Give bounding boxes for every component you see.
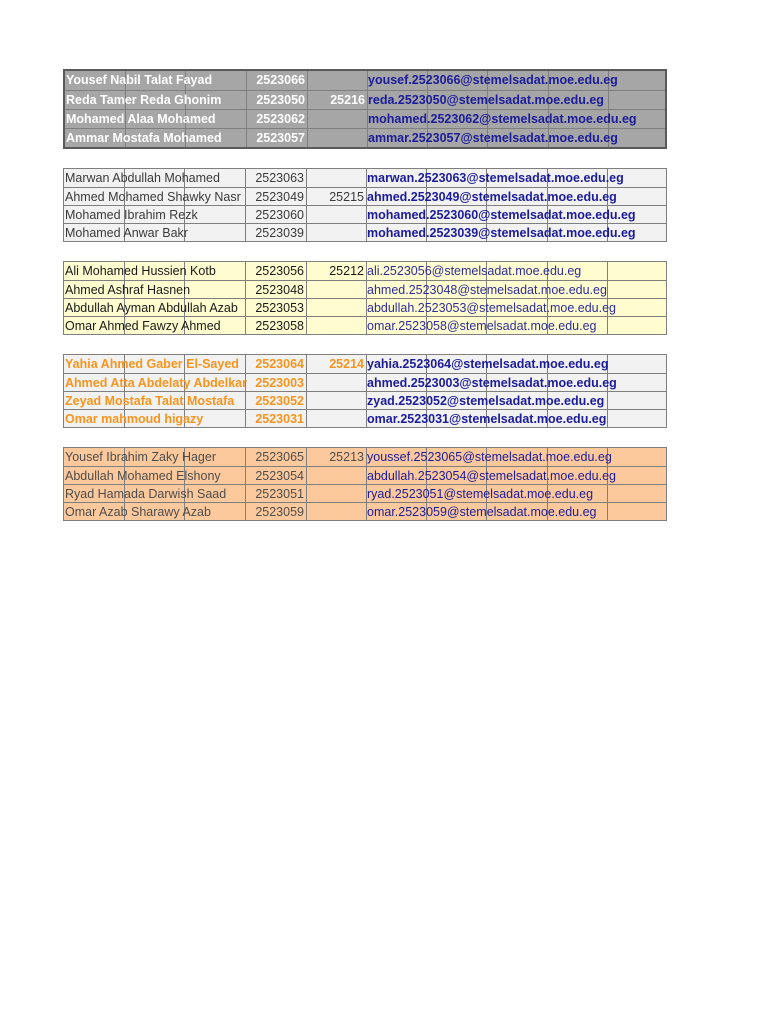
student-id-cell[interactable]: 2523051 bbox=[255, 487, 304, 501]
cell-gridline bbox=[607, 485, 608, 502]
table-row bbox=[65, 90, 665, 109]
student-name-cell[interactable]: Ammar Mostafa Mohamed bbox=[66, 131, 222, 145]
group-code-cell[interactable] bbox=[307, 206, 364, 223]
table-row bbox=[64, 280, 666, 298]
student-id-cell[interactable]: 2523053 bbox=[255, 301, 304, 315]
student-id-cell[interactable]: 2523039 bbox=[255, 226, 304, 240]
cell-gridline bbox=[607, 317, 608, 334]
student-name-cell[interactable]: Omar mahmoud higazy bbox=[65, 412, 204, 426]
group-code-cell[interactable] bbox=[307, 392, 364, 409]
email-cell[interactable]: ahmed.2523049@stemelsadat.moe.edu.eg bbox=[367, 190, 617, 204]
student-id-cell[interactable]: 2523056 bbox=[255, 264, 304, 278]
group-code-cell[interactable] bbox=[307, 410, 364, 427]
email-cell[interactable]: ahmed.2523048@stemelsadat.moe.edu.eg bbox=[367, 283, 607, 297]
student-name-cell[interactable]: Marwan Abdullah Mohamed bbox=[65, 171, 220, 185]
email-cell[interactable]: mohamed.2523039@stemelsadat.moe.edu.eg bbox=[367, 226, 636, 240]
cell-gridline bbox=[607, 281, 608, 298]
student-name-cell[interactable]: Reda Tamer Reda Ghonim bbox=[66, 93, 222, 107]
email-cell[interactable]: zyad.2523052@stemelsadat.moe.edu.eg bbox=[367, 394, 605, 408]
group-code-cell[interactable] bbox=[307, 169, 364, 187]
student-name-cell[interactable]: Mohamed Anwar Bakr bbox=[65, 226, 188, 240]
student-name-cell[interactable]: Mohamed Alaa Mohamed bbox=[66, 112, 216, 126]
student-id-cell[interactable]: 2523031 bbox=[255, 412, 304, 426]
group-code-cell[interactable] bbox=[307, 467, 364, 484]
student-name-cell[interactable]: Omar Ahmed Fawzy Ahmed bbox=[65, 319, 221, 333]
student-group-3 bbox=[63, 261, 667, 335]
table-row bbox=[64, 169, 666, 187]
email-cell[interactable]: mohamed.2523060@stemelsadat.moe.edu.eg bbox=[367, 208, 636, 222]
email-cell[interactable]: abdullah.2523053@stemelsadat.moe.edu.eg bbox=[367, 301, 616, 315]
cell-gridline bbox=[607, 503, 608, 520]
email-cell[interactable]: abdullah.2523054@stemelsadat.moe.edu.eg bbox=[367, 469, 616, 483]
email-cell[interactable]: marwan.2523063@stemelsadat.moe.edu.eg bbox=[367, 171, 624, 185]
student-name-cell[interactable]: Zeyad Mostafa Talat Mostafa bbox=[65, 394, 235, 408]
email-cell[interactable]: youssef.2523065@stemelsadat.moe.edu.eg bbox=[367, 450, 612, 464]
table-row bbox=[64, 373, 666, 391]
email-cell[interactable]: ahmed.2523003@stemelsadat.moe.edu.eg bbox=[367, 376, 617, 390]
email-cell[interactable]: ali.2523056@stemelsadat.moe.edu.eg bbox=[367, 264, 582, 278]
table-row bbox=[64, 316, 666, 334]
student-name-cell[interactable]: Yousef Ibrahim Zaky Hager bbox=[65, 450, 217, 464]
email-cell[interactable]: ammar.2523057@stemelsadat.moe.edu.eg bbox=[368, 131, 618, 145]
student-id-cell[interactable]: 2523063 bbox=[255, 171, 304, 185]
student-id-cell[interactable]: 2523060 bbox=[255, 208, 304, 222]
table-row bbox=[64, 355, 666, 373]
cell-gridline bbox=[607, 392, 608, 409]
student-group-1 bbox=[63, 69, 667, 149]
group-code-cell[interactable] bbox=[308, 71, 365, 90]
group-code-cell[interactable]: 25212 bbox=[329, 264, 364, 278]
student-name-cell[interactable]: Ryad Hamada Darwish Saad bbox=[65, 487, 227, 501]
email-cell[interactable]: yahia.2523064@stemelsadat.moe.edu.eg bbox=[367, 357, 609, 371]
student-id-cell[interactable]: 2523062 bbox=[256, 112, 305, 126]
email-cell[interactable]: yousef.2523066@stemelsadat.moe.edu.eg bbox=[368, 73, 618, 87]
email-cell[interactable]: ryad.2523051@stemelsadat.moe.edu.eg bbox=[367, 487, 594, 501]
student-id-cell[interactable]: 2523049 bbox=[255, 190, 304, 204]
group-code-cell[interactable] bbox=[307, 317, 364, 334]
table-row bbox=[64, 409, 666, 427]
spreadsheet bbox=[63, 69, 667, 540]
cell-gridline bbox=[607, 262, 608, 280]
student-name-cell[interactable]: Yousef Nabil Talat Fayad bbox=[66, 73, 213, 87]
table-row bbox=[64, 205, 666, 223]
cell-gridline bbox=[608, 91, 609, 109]
table-row bbox=[64, 484, 666, 502]
student-name-cell[interactable]: Ahmed Atta Abdelaty Abdelkar bbox=[65, 376, 247, 390]
student-name-cell[interactable]: Ali Mohamed Hussien Kotb bbox=[65, 264, 216, 278]
student-id-cell[interactable]: 2523052 bbox=[255, 394, 304, 408]
email-cell[interactable]: reda.2523050@stemelsadat.moe.edu.eg bbox=[368, 93, 604, 107]
email-cell[interactable]: omar.2523059@stemelsadat.moe.edu.eg bbox=[367, 505, 597, 519]
email-cell[interactable]: mohamed.2523062@stemelsadat.moe.edu.eg bbox=[368, 112, 637, 126]
student-id-cell[interactable]: 2523065 bbox=[255, 450, 304, 464]
student-id-cell[interactable]: 2523059 bbox=[255, 505, 304, 519]
group-code-cell[interactable]: 25215 bbox=[329, 190, 364, 204]
student-name-cell[interactable]: Abdullah Ayman Abdullah Azab bbox=[65, 301, 238, 315]
student-id-cell[interactable]: 2523064 bbox=[255, 357, 304, 371]
student-id-cell[interactable]: 2523048 bbox=[255, 283, 304, 297]
group-code-cell[interactable] bbox=[307, 374, 364, 391]
student-id-cell[interactable]: 2523050 bbox=[256, 93, 305, 107]
group-code-cell[interactable] bbox=[307, 224, 364, 241]
group-code-cell[interactable] bbox=[307, 299, 364, 316]
student-group-5 bbox=[63, 447, 667, 521]
table-row bbox=[64, 262, 666, 280]
email-cell[interactable]: omar.2523031@stemelsadat.moe.edu.eg bbox=[367, 412, 607, 426]
table-row bbox=[64, 502, 666, 520]
student-id-cell[interactable]: 2523003 bbox=[255, 376, 304, 390]
table-row bbox=[64, 448, 666, 466]
group-code-cell[interactable] bbox=[308, 110, 365, 128]
student-id-cell[interactable]: 2523054 bbox=[255, 469, 304, 483]
group-code-cell[interactable]: 25216 bbox=[330, 93, 365, 107]
student-name-cell[interactable]: Yahia Ahmed Gaber El-Sayed bbox=[65, 357, 239, 371]
student-group-4 bbox=[63, 354, 667, 428]
group-code-cell[interactable]: 25213 bbox=[329, 450, 364, 464]
table-row bbox=[64, 187, 666, 205]
group-code-cell[interactable] bbox=[308, 129, 365, 147]
student-id-cell[interactable]: 2523066 bbox=[256, 73, 305, 87]
student-name-cell[interactable]: Ahmed Mohamed Shawky Nasr bbox=[65, 190, 241, 204]
student-name-cell[interactable]: Abdullah Mohamed Elshony bbox=[65, 469, 221, 483]
group-code-cell[interactable] bbox=[307, 503, 364, 520]
group-code-cell[interactable]: 25214 bbox=[329, 357, 364, 371]
table-row bbox=[65, 128, 665, 147]
group-code-cell[interactable] bbox=[307, 485, 364, 502]
student-name-cell[interactable]: Omar Azab Sharawy Azab bbox=[65, 505, 211, 519]
student-group-2 bbox=[63, 168, 667, 242]
student-id-cell[interactable]: 2523058 bbox=[255, 319, 304, 333]
table-row bbox=[64, 391, 666, 409]
student-name-cell[interactable]: Mohamed Ibrahim Rezk bbox=[65, 208, 198, 222]
table-row bbox=[64, 223, 666, 241]
cell-gridline bbox=[607, 410, 608, 427]
student-name-cell[interactable]: Ahmed Ashraf Hasnen bbox=[65, 283, 191, 297]
table-row bbox=[65, 109, 665, 128]
student-id-cell[interactable]: 2523057 bbox=[256, 131, 305, 145]
table-row bbox=[64, 298, 666, 316]
email-cell[interactable]: omar.2523058@stemelsadat.moe.edu.eg bbox=[367, 319, 597, 333]
table-row bbox=[65, 71, 665, 90]
table-row bbox=[64, 466, 666, 484]
group-code-cell[interactable] bbox=[307, 281, 364, 298]
